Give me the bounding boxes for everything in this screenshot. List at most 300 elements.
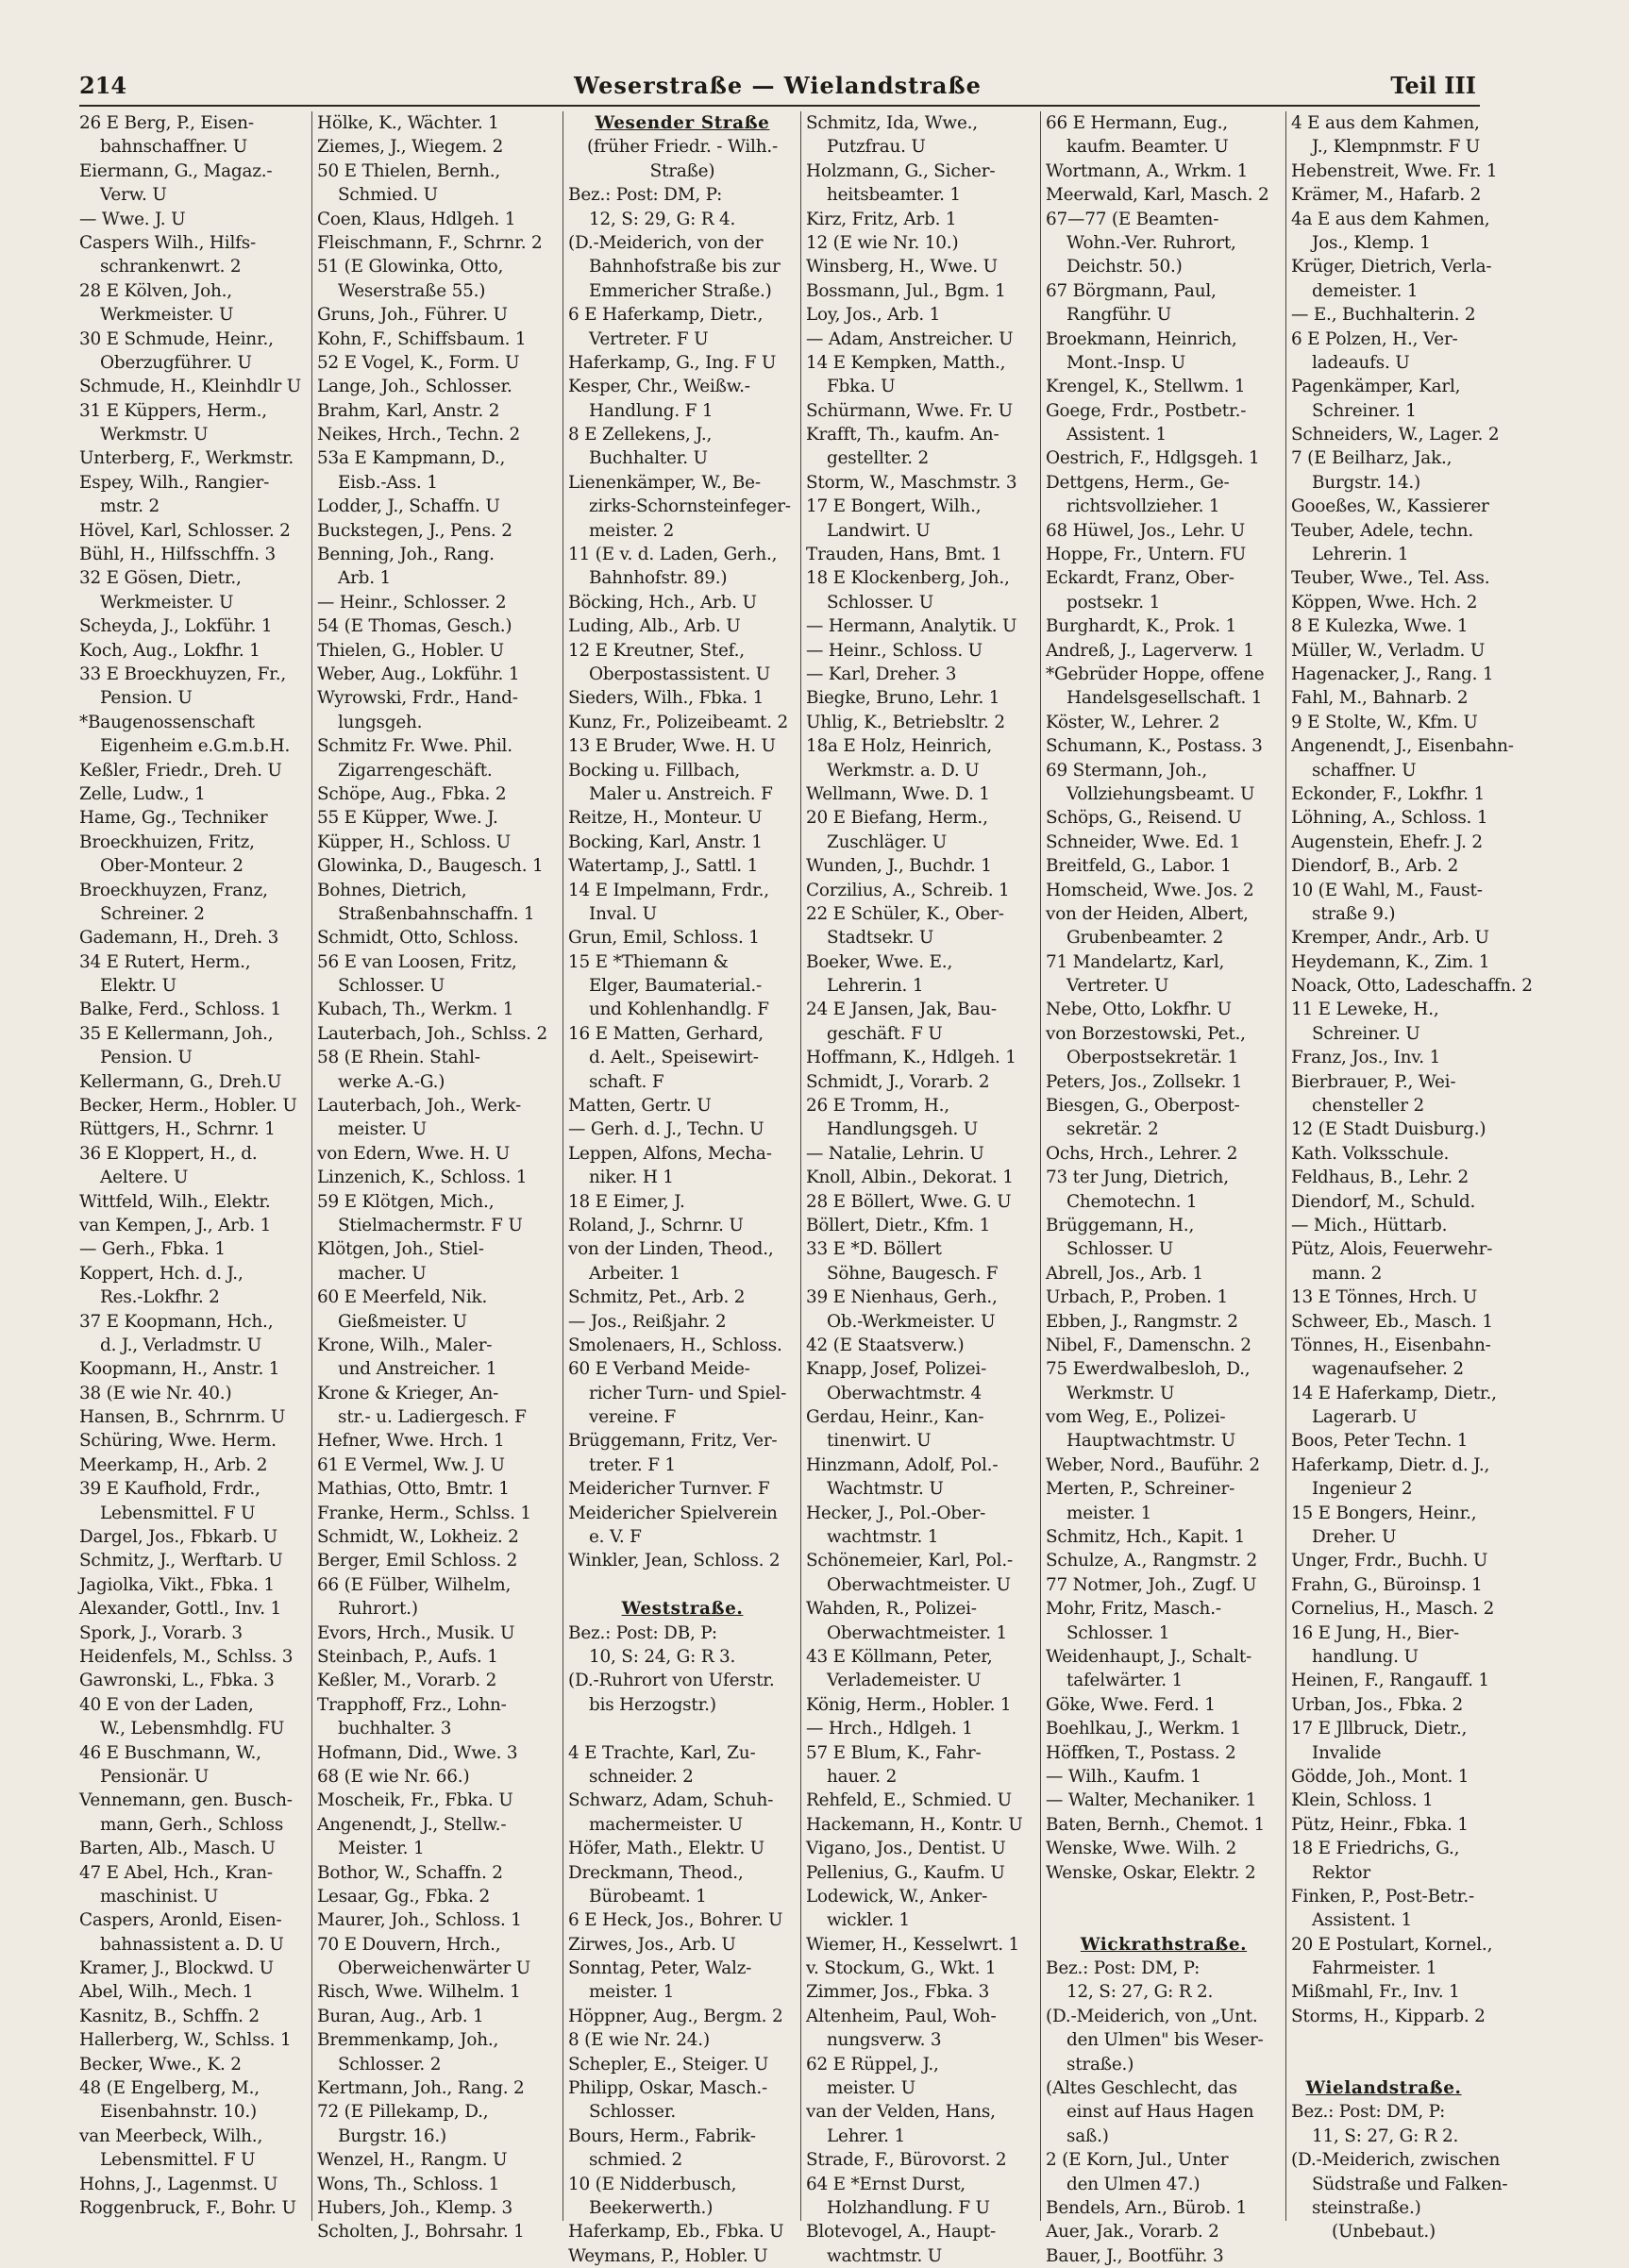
entry-line: 54 (E Thomas, Gesch.) (317, 616, 512, 637)
entry-continuation: Meister. 1 (338, 1839, 425, 1859)
entry-line: Linzenich, K., Schloss. 1 (317, 1168, 528, 1188)
blank-line (1046, 1885, 1282, 1908)
entry-line: Gademann, H., Dreh. 3 (79, 928, 279, 949)
entry-line: Scholten, J., Bohrsahr. 1 (317, 2222, 525, 2243)
entry-line: Leppen, Alfons, Mecha- (568, 1143, 772, 1164)
entry-line: Müller, W., Verladm. U (1291, 640, 1486, 661)
entry-line: Becker, Herm., Hobler. U (79, 1096, 297, 1117)
entry-line: Fahl, M., Bahnarb. 2 (1291, 688, 1469, 709)
entry-line: Klein, Schloss. 1 (1291, 1790, 1434, 1811)
entry-line: Diendorf, M., Schuld. (1291, 1191, 1476, 1212)
entry-line: Weber, Aug., Lokführ. 1 (317, 664, 520, 684)
entry-continuation: Oberzugführer. U (100, 352, 252, 373)
entry-line: Wiemer, H., Kesselwrt. 1 (806, 1934, 1019, 1955)
entry-line: Wellmann, Wwe. D. 1 (806, 783, 990, 804)
entry-continuation: Jos., Klemp. 1 (1312, 232, 1431, 253)
entry-line: 60 E Verband Meide- (568, 1359, 750, 1380)
entry-line: 15 E *Thiemann & (568, 951, 729, 972)
entry-line: Weymans, P., Hobler. U (568, 2245, 768, 2266)
entry-line: (Altes Geschlecht, das (1046, 2078, 1237, 2099)
entry-line: Schürmann, Wwe. Fr. U (806, 400, 1013, 421)
entry-line: Sieders, Wilh., Fbka. 1 (568, 688, 764, 709)
entry-line: Hofmann, Did., Wwe. 3 (317, 1742, 518, 1763)
entry-line: Altenheim, Paul, Woh- (806, 2006, 997, 2026)
entry-line: Gawronski, L., Fbka. 3 (79, 1671, 275, 1691)
entry-continuation: vereine. F (589, 1407, 677, 1428)
entry-line: Keßler, M., Vorarb. 2 (317, 1671, 497, 1691)
entry-line: 31 E Küppers, Herm., (79, 400, 267, 421)
entry-line: 12 E Kreutner, Stef., (568, 640, 745, 661)
entry-line: von der Linden, Theod., (568, 1239, 774, 1260)
entry-continuation: Emmericher Straße.) (589, 280, 772, 301)
entry-line: Schepler, E., Steiger. U (568, 2054, 769, 2075)
entry-continuation: einst auf Haus Hagen (1066, 2102, 1254, 2123)
entry-continuation: postsekr. 1 (1066, 592, 1161, 613)
entry-line: Hoppe, Fr., Untern. FU (1046, 545, 1247, 565)
entry-line: Eiermann, G., Magaz.- (79, 160, 273, 181)
entry-line: Wahden, R., Polizei- (806, 1599, 977, 1620)
entry-line: — Wilh., Kaufm. 1 (1046, 1766, 1201, 1787)
entry-continuation: 11, S: 27, G: R 2. (1312, 2125, 1459, 2146)
entry-line: Hoffmann, K., Hdlgeh. 1 (806, 1048, 1016, 1068)
entry-line: 33 E *D. Böllert (806, 1239, 942, 1260)
entry-continuation: Verw. U (100, 185, 167, 206)
entry-continuation: Dreher. U (1312, 1527, 1397, 1548)
entry-line: Kertmann, Joh., Rang. 2 (317, 2078, 525, 2099)
entry-line: Wyrowski, Frdr., Hand- (317, 688, 518, 709)
entry-line: Krone & Krieger, An- (317, 1383, 499, 1403)
entry-line: Bauer, J., Bootführ. 3 (1046, 2245, 1224, 2266)
entry-line: König, Herm., Hobler. 1 (806, 1694, 1012, 1715)
entry-line: — Karl, Dreher. 3 (806, 664, 957, 684)
entry-line: Kath. Volksschule. (1291, 1143, 1450, 1164)
entry-line: — E., Buchhalterin. 2 (1291, 305, 1476, 326)
entry-line: Matten, Gertr. U (568, 1096, 712, 1117)
entry-line: Mohr, Fritz, Masch.- (1046, 1599, 1221, 1620)
entry-line: Ziemes, J., Wiegem. 2 (317, 137, 504, 158)
entry-line: Winkler, Jean, Schloss. 2 (568, 1551, 781, 1571)
entry-line: 68 Hüwel, Jos., Lehr. U (1046, 520, 1246, 541)
entry-line: Bez.: Post: DM, P: (568, 185, 723, 206)
entry-line: Franz, Jos., Inv. 1 (1291, 1048, 1441, 1068)
entry-continuation: handlung. U (1312, 1647, 1419, 1667)
entry-continuation: und Anstreicher. 1 (338, 1359, 497, 1380)
entry-continuation: Söhne, Baugesch. F (827, 1263, 999, 1284)
entry-line: Feldhaus, B., Lehr. 2 (1291, 1168, 1469, 1188)
entry-line: 68 (E wie Nr. 66.) (317, 1766, 470, 1787)
entry-line: Pütz, Heinr., Fbka. 1 (1291, 1814, 1469, 1835)
entry-line: Pellenius, G., Kaufm. U (806, 1862, 1005, 1883)
entry-line: Wons, Th., Schloss. 1 (317, 2174, 500, 2194)
entry-line: Unterberg, F., Werkmstr. (79, 448, 294, 469)
entry-line: Watertamp, J., Sattl. 1 (568, 856, 759, 877)
entry-line: Köppen, Wwe. Hch. 2 (1291, 592, 1478, 613)
entry-line: 67—77 (E Beamten- (1046, 209, 1219, 229)
entry-line: 13 E Tönnes, Hrch. U (1291, 1287, 1478, 1308)
entry-line: Schmitz, Hch., Kapit. 1 (1046, 1527, 1246, 1548)
entry-line: Winsberg, H., Wwe. U (806, 257, 998, 277)
entry-continuation: Lehrerin. 1 (1312, 545, 1409, 565)
entry-line: Wenske, Wwe. Wilh. 2 (1046, 1839, 1237, 1859)
entry-line: Bohnes, Dietrich, (317, 880, 467, 900)
entry-continuation: Mont.-Insp. U (1066, 352, 1186, 373)
entry-line: Franke, Herm., Schlss. 1 (317, 1503, 531, 1523)
entry-line: Schmitz, Pet., Arb. 2 (568, 1287, 746, 1308)
entry-line: 4 E aus dem Kahmen, (1291, 113, 1480, 133)
entry-continuation: d. J., Verladmstr. U (100, 1335, 262, 1355)
entry-continuation: d. Aelt., Speisewirt- (589, 1048, 759, 1068)
entry-continuation: steinstraße.) (1312, 2197, 1421, 2218)
entry-continuation: Werkmstr. a. D. U (827, 760, 980, 781)
entry-continuation: chensteller 2 (1312, 1096, 1424, 1117)
entry-line: 55 E Küpper, Wwe. J. (317, 808, 498, 829)
entry-continuation: Südstraße und Falken- (1312, 2174, 1508, 2194)
blank-line (568, 1717, 797, 1740)
street-heading: Wesender Straße (595, 113, 770, 133)
entry-line: Wittfeld, Wilh., Elektr. (79, 1191, 271, 1212)
entry-line: 50 E Thielen, Bernh., (317, 160, 501, 181)
entry-continuation: Hauptwachtmstr. U (1066, 1431, 1236, 1452)
entry-line: Berger, Emil Schloss. 2 (317, 1551, 518, 1571)
entry-continuation: Schlosser. 2 (338, 2054, 442, 2075)
entry-line: Weidenhaupt, J., Schalt- (1046, 1647, 1252, 1667)
entry-line: Augenstein, Ehefr. J. 2 (1291, 832, 1483, 852)
entry-line: Thielen, G., Hobler. U (317, 640, 504, 661)
entry-continuation: ladeaufs. U (1312, 352, 1410, 373)
entry-line: von der Heiden, Albert, (1046, 903, 1249, 924)
entry-line: Nibel, F., Damenschn. 2 (1046, 1335, 1251, 1355)
entry-line: 40 E von der Laden, (79, 1694, 254, 1715)
entry-line: Biegke, Bruno, Lehr. 1 (806, 688, 1000, 709)
entry-continuation: niker. H 1 (589, 1168, 674, 1188)
entry-line: 56 E van Loosen, Fritz, (317, 951, 517, 972)
entry-line: 24 E Jansen, Jak, Bau- (806, 1000, 997, 1020)
entry-line: (D.-Meiderich, von der (568, 232, 764, 253)
entry-line: Luding, Alb., Arb. U (568, 616, 741, 637)
entry-continuation: Straßenbahnschaffn. 1 (338, 903, 535, 924)
entry-line: Bühl, H., Hilfsschffn. 3 (79, 545, 277, 565)
entry-line: Kirz, Fritz, Arb. 1 (806, 209, 957, 229)
entry-continuation: bis Herzogstr.) (589, 1694, 716, 1715)
entry-line: Unger, Frdr., Buchh. U (1291, 1551, 1488, 1571)
entry-line: Schüring, Wwe. Herm. (79, 1431, 277, 1452)
entry-line: Schulze, A., Rangmstr. 2 (1046, 1551, 1258, 1571)
entry-line: Wortmann, A., Wrkm. 1 (1046, 160, 1249, 181)
entry-line: Kohn, F., Schiffsbaum. 1 (317, 328, 527, 349)
entry-line: Lesaar, Gg., Fbka. 2 (317, 1886, 490, 1907)
entry-line: 33 E Broeckhuyzen, Fr., (79, 664, 287, 684)
entry-continuation: Werkmeister. U (100, 305, 234, 326)
entry-continuation: hauer. 2 (827, 1766, 898, 1787)
entry-continuation: Gießmeister. U (338, 1311, 467, 1332)
entry-line: Zelle, Ludw., 1 (79, 783, 206, 804)
entry-line: (D.-Meiderich, von „Unt. (1046, 2006, 1258, 2026)
entry-line: Frahn, G., Büroinsp. 1 (1291, 1574, 1483, 1595)
entry-line: 39 E Kaufhold, Frdr., (79, 1479, 260, 1500)
entry-line: Kesper, Chr., Weißw.- (568, 377, 750, 397)
entry-line: Wenzel, H., Rangm. U (317, 2150, 508, 2171)
entry-continuation: zirks-Schornsteinfeger- (589, 496, 791, 517)
entry-line: Mathias, Otto, Bmtr. 1 (317, 1479, 510, 1500)
entry-continuation: machermeister. U (589, 1814, 743, 1835)
entry-line: Oestrich, F., Hdlgsgeh. 1 (1046, 448, 1260, 469)
entry-line: Krämer, M., Hafarb. 2 (1291, 185, 1482, 206)
entry-line: Krafft, Th., kaufm. An- (806, 425, 999, 445)
entry-line: Alexander, Gottl., Inv. 1 (79, 1599, 282, 1620)
entry-line: Knapp, Josef, Polizei- (806, 1359, 987, 1380)
entry-line: 61 E Vermel, Ww. J. U (317, 1454, 505, 1475)
entry-line: Bothor, W., Schaffn. 2 (317, 1862, 503, 1883)
part-label: Teil III (1390, 72, 1476, 99)
entry-continuation: schaffner. U (1312, 760, 1417, 781)
entry-continuation: 12, S: 29, G: R 4. (589, 209, 736, 229)
entry-line: Klötgen, Joh., Stiel- (317, 1239, 484, 1260)
entry-continuation: J., Klempnmstr. F U (1312, 137, 1481, 158)
entry-line: Vennemann, gen. Busch- (79, 1790, 293, 1811)
entry-line: Heinen, F., Rangauff. 1 (1291, 1671, 1489, 1691)
street-heading: Wickrathstraße. (1080, 1934, 1248, 1955)
entry-line: 51 (E Glowinka, Otto, (317, 257, 504, 277)
entry-line: Angenendt, J., Stellw.- (317, 1814, 507, 1835)
entry-continuation: macher. U (338, 1263, 427, 1284)
entry-line: — Hrch., Hdlgeh. 1 (806, 1719, 973, 1739)
entry-continuation: str.- u. Ladiergesch. F (338, 1407, 527, 1428)
entry-line: Roggenbruck, F., Bohr. U (79, 2197, 296, 2218)
entry-continuation: meister. 2 (589, 520, 675, 541)
entry-line: Buran, Aug., Arb. 1 (317, 2006, 484, 2026)
entry-continuation: Burgstr. 14.) (1312, 472, 1421, 493)
entry-continuation: mann, Gerh., Schloss (100, 1814, 284, 1835)
entry-line: 10 (E Nidderbusch, (568, 2174, 737, 2194)
entry-line: — Heinr., Schlosser. 2 (317, 592, 507, 613)
entry-continuation: werke A.-G.) (338, 1071, 445, 1092)
entry-line: 69 Stermann, Joh., (1046, 760, 1208, 781)
entry-line: Nebe, Otto, Lokfhr. U (1046, 1000, 1232, 1020)
entry-line: Smolenaers, H., Schloss. (568, 1335, 782, 1355)
entry-line: Brüggemann, Fritz, Ver- (568, 1431, 778, 1452)
entry-line: 16 E Jung, H., Bier- (1291, 1622, 1459, 1643)
entry-continuation: Werkmeister. U (100, 592, 234, 613)
entry-line: — Gerh., Fbka. 1 (79, 1239, 226, 1260)
entry-continuation: heitsbeamter. 1 (827, 185, 961, 206)
entry-line: Zimmer, Jos., Fbka. 3 (806, 1982, 990, 2003)
entry-continuation: Oberwachtmstr. 4 (827, 1383, 982, 1403)
entry-line: Schöps, G., Reisend. U (1046, 808, 1242, 829)
entry-continuation: kaufm. Beamter. U (1066, 137, 1229, 158)
entry-line: von Edern, Wwe. H. U (317, 1143, 511, 1164)
entry-continuation: Lebensmittel. F U (100, 2150, 256, 2171)
entry-line: 26 E Berg, P., Eisen- (79, 113, 254, 133)
entry-continuation: Schlosser. (589, 2102, 677, 2123)
entry-line: Hubers, Joh., Klemp. 3 (317, 2197, 512, 2218)
entry-continuation: tafelwärter. 1 (1066, 1671, 1184, 1691)
entry-continuation: Lagerarb. U (1312, 1407, 1418, 1428)
entry-line: 4a E aus dem Kahmen, (1291, 209, 1490, 229)
page-number: 214 (79, 72, 127, 99)
entry-line: — Hermann, Analytik. U (806, 616, 1017, 637)
entry-continuation: Fahrmeister. 1 (1312, 1958, 1437, 1979)
entry-line: Wunden, J., Buchdr. 1 (806, 856, 992, 877)
entry-line: Loy, Jos., Arb. 1 (806, 305, 941, 326)
entry-continuation: Werkmstr. U (100, 425, 209, 445)
entry-continuation: Handlungsgeh. U (827, 1119, 979, 1140)
entry-line: Trauden, Hans, Bmt. 1 (806, 545, 1002, 565)
entry-continuation: Maler u. Anstreich. F (589, 783, 773, 804)
entry-continuation: Pensionär. U (100, 1766, 210, 1787)
column-6 (1291, 111, 1533, 2243)
entry-line: Haferkamp, G., Ing. F U (568, 352, 777, 373)
entry-line: 52 E Vogel, K., Form. U (317, 352, 520, 373)
entry-continuation: Schreiner. U (1312, 1023, 1420, 1044)
entry-continuation: Putzfrau. U (827, 137, 926, 158)
entry-line: Ochs, Hrch., Lehrer. 2 (1046, 1143, 1238, 1164)
blank-line (1291, 2028, 1476, 2052)
entry-line: Dettgens, Herm., Ge- (1046, 472, 1230, 493)
entry-line: — Heinr., Schloss. U (806, 640, 982, 661)
entry-line: 66 E Hermann, Eug., (1046, 113, 1228, 133)
entry-line: 6 E Haferkamp, Dietr., (568, 305, 764, 326)
entry-line: Becker, Wwe., K. 2 (79, 2054, 242, 2075)
entry-line: Höfer, Math., Elektr. U (568, 1839, 764, 1859)
entry-line: Böcking, Hch., Arb. U (568, 592, 757, 613)
entry-continuation: Burgstr. 16.) (338, 2125, 447, 2146)
entry-line: 18 E Eimer, J. (568, 1191, 685, 1212)
entry-line: Glowinka, D., Baugesch. 1 (317, 856, 544, 877)
entry-line: 17 E Bongert, Wilh., (806, 496, 982, 517)
entry-continuation: Eisb.-Ass. 1 (338, 472, 438, 493)
entry-line: Hame, Gg., Techniker (79, 808, 268, 829)
entry-line: Biesgen, G., Oberpost- (1046, 1096, 1240, 1117)
entry-line: 7 (E Beilharz, Jak., (1291, 448, 1453, 469)
entry-line: van der Velden, Hans, (806, 2102, 996, 2123)
entry-line: Meerkamp, H., Arb. 2 (79, 1454, 268, 1475)
entry-line: 43 E Köllmann, Peter, (806, 1647, 993, 1667)
entry-line: 67 Börgmann, Paul, (1046, 280, 1217, 301)
entry-line: Bez.: Post: DM, P: (1046, 1958, 1201, 1979)
entry-continuation: Arbeiter. 1 (589, 1263, 680, 1284)
entry-line: Schmude, H., Kleinhdlr U (79, 377, 302, 397)
entry-line: 38 (E wie Nr. 40.) (79, 1383, 232, 1403)
entry-line: Boeker, Wwe. E., (806, 951, 953, 972)
entry-continuation: Fbka. U (827, 377, 896, 397)
entry-line: Reitze, H., Monteur. U (568, 808, 763, 829)
entry-line: Wenske, Oskar, Elektr. 2 (1046, 1862, 1256, 1883)
entry-line: Jagiolka, Vikt., Fbka. 1 (79, 1574, 275, 1595)
entry-line: 66 (E Fülber, Wilhelm, (317, 1574, 512, 1595)
entry-line: Schönemeier, Karl, Pol.- (806, 1551, 1014, 1571)
entry-line: 35 E Kellermann, Joh., (79, 1023, 274, 1044)
entry-continuation: buchhalter. 3 (338, 1719, 452, 1739)
entry-line: 71 Mandelartz, Karl, (1046, 951, 1225, 972)
blank-line (568, 1573, 797, 1597)
entry-continuation: geschäft. F U (827, 1023, 943, 1044)
entry-continuation: Buchhalter. U (589, 448, 708, 469)
entry-line: Koppert, Hch. d. J., (79, 1263, 244, 1284)
entry-line: 75 Ewerdwalbesloh, D., (1046, 1359, 1251, 1380)
entry-continuation: Zigarrengeschäft. (338, 760, 493, 781)
entry-continuation: Wachtmstr. U (827, 1479, 944, 1500)
entry-line: Broeckhuyzen, Franz, (79, 880, 268, 900)
entry-line: 18a E Holz, Heinrich, (806, 736, 992, 757)
entry-continuation: straße.) (1066, 2054, 1134, 2075)
entry-line: Hagenacker, J., Rang. 1 (1291, 664, 1494, 684)
entry-line: Kellermann, G., Dreh.U (79, 1071, 282, 1092)
entry-line: Teuber, Adele, techn. (1291, 520, 1473, 541)
entry-line: Bez.: Post: DB, P: (568, 1622, 717, 1643)
entry-line: 2 (E Korn, Jul., Unter (1046, 2150, 1229, 2171)
entry-continuation: Arb. 1 (338, 568, 392, 589)
entry-line: 15 E Bongers, Heinr., (1291, 1503, 1477, 1523)
entry-line: Grun, Emil, Schloss. 1 (568, 928, 760, 949)
street-note: (früher Friedr. - Wilh.- (586, 137, 779, 158)
entry-continuation: maschinist. U (100, 1886, 219, 1907)
entry-continuation: lungsgeh. (338, 712, 423, 732)
entry-line: Haferkamp, Dietr. d. J., (1291, 1454, 1490, 1475)
entry-line: 13 E Bruder, Wwe. H. U (568, 736, 776, 757)
entry-line: Rüttgers, H., Schrnr. 1 (79, 1119, 276, 1140)
entry-line: Auer, Jak., Vorarb. 2 (1046, 2222, 1219, 2243)
entry-line: Maurer, Joh., Schloss. 1 (317, 1910, 522, 1931)
entry-continuation: W., Lebensmhdlg. FU (100, 1719, 285, 1739)
entry-continuation: Deichstr. 50.) (1066, 257, 1183, 277)
street-note: Straße) (649, 160, 715, 181)
entry-line: 70 E Douvern, Hrch., (317, 1934, 501, 1955)
entry-line: Blotevogel, A., Haupt- (806, 2222, 997, 2243)
entry-continuation: Bürobeamt. 1 (589, 1886, 707, 1907)
entry-line: Risch, Wwe. Wilhelm. 1 (317, 1982, 521, 2003)
entry-line: Hansen, B., Schrnrm. U (79, 1407, 286, 1428)
entry-line: Bremmenkamp, Joh., (317, 2030, 499, 2051)
entry-continuation: Werkmstr. U (1066, 1383, 1175, 1403)
entry-continuation: meister. 1 (589, 1982, 675, 2003)
entry-line: Hackemann, H., Kontr. U (806, 1814, 1023, 1835)
entry-line: Schweer, Eb., Masch. 1 (1291, 1311, 1493, 1332)
column-5 (1046, 111, 1282, 2266)
entry-line: Lodder, J., Schaffn. U (317, 496, 500, 517)
entry-line: Goege, Frdr., Postbetr.- (1046, 400, 1247, 421)
entry-line: Boos, Peter Techn. 1 (1291, 1431, 1469, 1452)
entry-line: Espey, Wilh., Rangier- (79, 472, 270, 493)
street-heading: Wielandstraße. (1305, 2078, 1462, 2099)
entry-line: Bez.: Post: DM, P: (1291, 2102, 1446, 2123)
entry-line: Roland, J., Schrnr. U (568, 1215, 744, 1235)
entry-line: Hölke, K., Wächter. 1 (317, 113, 499, 133)
entry-line: Gooeßes, W., Kassierer (1291, 496, 1489, 517)
entry-continuation: nungsverw. 3 (827, 2030, 942, 2051)
entry-line: — Adam, Anstreicher. U (806, 328, 1014, 349)
blank-line (1291, 2053, 1476, 2076)
entry-line: 57 E Blum, K., Fahr- (806, 1742, 982, 1763)
entry-line: 12 (E Stadt Duisburg.) (1291, 1119, 1486, 1140)
entry-line: Schneiders, W., Lager. 2 (1291, 425, 1500, 445)
entry-continuation: Weserstraße 55.) (338, 280, 486, 301)
entry-line: Lauterbach, Joh., Schlss. 2 (317, 1023, 547, 1044)
entry-line: Coen, Klaus, Hdlgeh. 1 (317, 209, 516, 229)
entry-continuation: schaft. F (589, 1071, 664, 1092)
entry-line: (D.-Meiderich, zwischen (1291, 2150, 1501, 2171)
entry-line: Strade, F., Bürovorst. 2 (806, 2150, 1007, 2171)
entry-line: Hefner, Wwe. Hrch. 1 (317, 1431, 505, 1452)
entry-line: (D.-Ruhrort von Uferstr. (568, 1671, 775, 1691)
entry-continuation: Pension. U (100, 1048, 193, 1068)
entry-line: Buckstegen, J., Pens. 2 (317, 520, 512, 541)
entry-line: von Borzestowski, Pet., (1046, 1023, 1246, 1044)
entry-line: 8 E Kulezka, Wwe. 1 (1291, 616, 1469, 637)
entry-line: Heidenfels, M., Schlss. 3 (79, 1647, 294, 1667)
header-rule (79, 105, 1480, 107)
entry-continuation: bahnassistent a. D. U (100, 1934, 284, 1955)
entry-continuation: wagenaufseher. 2 (1312, 1359, 1464, 1380)
